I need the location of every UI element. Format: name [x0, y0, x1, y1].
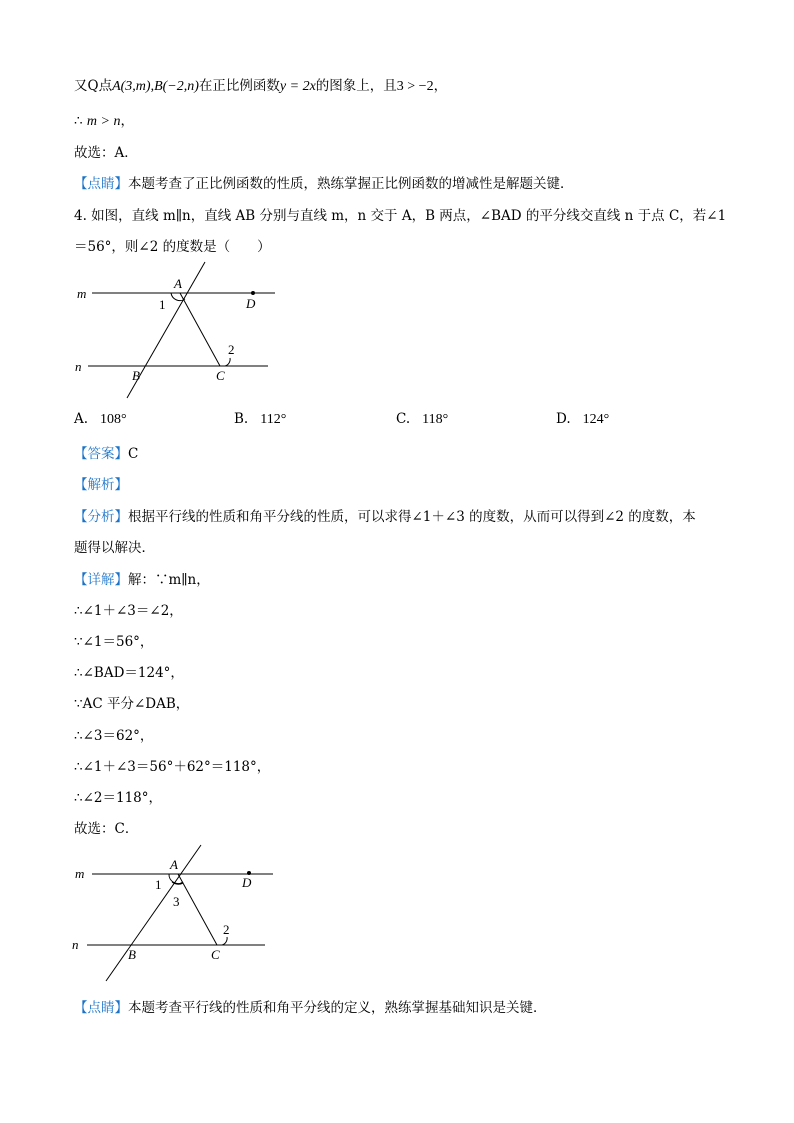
question-line-1: 4. 如图，直线 m∥n，直线 AB 分别与直线 m，n 交于 A，B 两点，∠BAD 的平分线交直线 n 于点 C，若∠1: [74, 208, 727, 224]
detail-step-2: ∵∠1＝56°，: [74, 634, 154, 650]
label-a: A: [170, 857, 178, 872]
label-m: m: [75, 866, 85, 881]
question-line-2: ＝56°，则∠2 的度数是（ ）: [74, 239, 271, 255]
detail-step-5: ∴∠3＝62°，: [74, 728, 154, 744]
label-d: D: [246, 296, 256, 311]
comma: ,: [150, 79, 155, 94]
angle-2-arc: [222, 937, 227, 945]
line-ac: [180, 293, 220, 366]
dianjing-text: 本题考查了正比例函数的性质，熟练掌握正比例函数的增减性是解题关键．: [128, 176, 574, 192]
analysis-tag: 【解析】: [74, 477, 128, 493]
function-expr: y = 2x: [279, 79, 316, 94]
fenxi-tag: 【分析】: [74, 509, 128, 525]
answer-line: [74, 442, 138, 462]
text-segment: 又Q点: [74, 78, 113, 94]
text-line-2: [74, 109, 134, 130]
text-segment: 在正比例函数: [198, 78, 280, 94]
text-line-3: 故选：A．: [74, 145, 138, 161]
label-c: C: [216, 368, 225, 383]
inequality-expr: 3 > −2: [396, 79, 434, 94]
label-angle-3: 3: [173, 894, 180, 909]
answer-value: C: [128, 446, 139, 462]
point-b-expr: B(−2,n): [154, 79, 199, 94]
detail-step-1: ∴∠1＋∠3＝∠2，: [74, 603, 183, 619]
detail-conclusion: 故选：C．: [74, 821, 139, 837]
option-value: 124°: [582, 412, 610, 427]
label-n: n: [75, 359, 82, 374]
text-line-1: [74, 74, 447, 95]
text-segment: ，: [433, 78, 448, 94]
figure-2: [70, 843, 290, 988]
label-c: C: [211, 947, 220, 962]
label-b: B: [128, 947, 136, 962]
detail-step-4: ∵AC 平分∠DAB，: [74, 696, 190, 712]
label-angle-2: 2: [228, 342, 235, 357]
detail-line: [74, 568, 210, 588]
point-a-expr: A(3,m): [112, 79, 151, 94]
dianjing-tag: 【点睛】: [74, 176, 128, 192]
option-letter: C.: [396, 411, 411, 427]
figure-1: [70, 260, 290, 405]
inequality-expr: m > n: [86, 114, 121, 129]
line-ac: [178, 874, 217, 945]
fenxi-line-1: [74, 505, 696, 525]
detail-step-3: ∴∠BAD＝124°，: [74, 665, 184, 681]
detail-step-6: ∴∠1＋∠3＝56°＋62°＝118°，: [74, 759, 271, 775]
detail-tag: 【详解】: [74, 572, 128, 588]
line-ab: [106, 845, 201, 981]
text-segment: ，: [120, 113, 134, 129]
label-m: m: [77, 286, 87, 301]
option-value: 108°: [100, 412, 127, 427]
label-angle-1: 1: [159, 297, 166, 312]
label-a: A: [174, 276, 182, 291]
label-angle-1: 1: [155, 877, 162, 892]
therefore-symbol: ∴: [74, 113, 83, 129]
option-d[interactable]: [556, 411, 609, 428]
option-value: 118°: [422, 412, 449, 427]
option-letter: A.: [74, 411, 89, 427]
angle-2-arc: [225, 358, 230, 366]
text-segment: 的图象上，且: [315, 78, 397, 94]
fenxi-line-2: 题得以解决．: [74, 540, 155, 556]
fenxi-text: 根据平行线的性质和角平分线的性质，可以求得∠1＋∠3 的度数，从而可以得到∠2 的度数，本: [128, 509, 696, 525]
option-letter: D.: [556, 411, 571, 427]
angle-1-arc: [171, 293, 185, 301]
option-value: 112°: [260, 412, 287, 427]
point-d: [251, 291, 255, 295]
option-a[interactable]: [74, 411, 127, 428]
detail-text: 解：∵m∥n，: [128, 572, 210, 588]
dianjing-text: 本题考查平行线的性质和角平分线的定义，熟练掌握基础知识是关键．: [128, 1000, 547, 1016]
label-b: B: [132, 368, 140, 383]
option-letter: B.: [234, 411, 249, 427]
label-n: n: [72, 937, 79, 952]
label-d: D: [242, 875, 252, 890]
option-b[interactable]: [234, 411, 286, 428]
detail-step-7: ∴∠2＝118°，: [74, 790, 163, 806]
dianjing-tag: 【点睛】: [74, 1000, 128, 1016]
dianjing-line-1: [74, 172, 574, 192]
label-angle-2: 2: [223, 922, 230, 937]
dianjing-line-2: [74, 996, 547, 1016]
option-c[interactable]: [396, 411, 448, 428]
answer-tag: 【答案】: [74, 446, 128, 462]
